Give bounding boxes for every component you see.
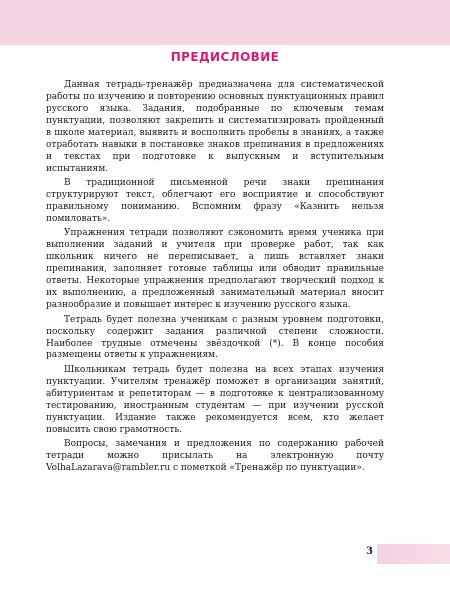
page-number: 3 (366, 546, 373, 557)
paragraph-difficulty: Тетрадь будет полезна ученикам с разным уровнем подготовки, поскольку содержит задания различной степени сложности. Наиболее трудные отмечены звёздочкой (*). В конце пособия размещены ответы к упражнениям. (46, 314, 384, 361)
paragraph-intro: Данная тетрадь-тренажёр предназначена для систематической работы по изучению и повторению основных пунктуационных правил русского языка. Задания, подобранные по ключевым темам пунктуации, позволяют закрепить и систематизировать пройденный в школе материал, выявить и восполнить пробелы в знаниях, а также отработать навыки в постановке знаков препинания в предложениях и текстах при подготовке к выпускным и вступительным испытаниям. (46, 80, 384, 174)
paragraph-exercises: Упражнения тетради позволяют сэкономить время ученика при выполнении заданий и учителя при проверке работ, так как школьник ничего не переписывает, а лишь вставляет знаки препинания, заполняет готовые таблицы или обводит правильные ответы. Некоторые упражнения предполагают творческий подход к их выполнению, а предложенный занимательный материал вносит разнообразие и повышает интерес к изучению русского языка. (46, 228, 384, 311)
page-title: ПРЕДИСЛОВИЕ (170, 50, 280, 64)
footer-band (377, 544, 450, 564)
paragraph-punctuation-role: В традиционной письменной речи знаки препинания структурируют текст, облегчают его восприятие и способствуют правильному пониманию. Вспомним фразу «Казнить нельзя помиловать». (46, 178, 384, 224)
preface-body (46, 80, 384, 478)
paragraph-contact: Вопросы, замечания и предложения по содержанию рабочей тетради можно присылать на электронную почту VolhaLazarava@rambler.ru с пометкой «Тренажёр по пунктуации». (46, 439, 384, 474)
header-band (0, 0, 450, 45)
paragraph-audience: Школьникам тетрадь будет полезна на всех этапах изучения пунктуации. Учителям тренажёр поможет в организации занятий, абитуриентам и репетиторам — в подготовке к централизованному тестированию, иностранным студентам — при изучении русской пунктуации. Издание также рекомендуется всем, кто желает повысить свою грамотность. (46, 364, 384, 435)
